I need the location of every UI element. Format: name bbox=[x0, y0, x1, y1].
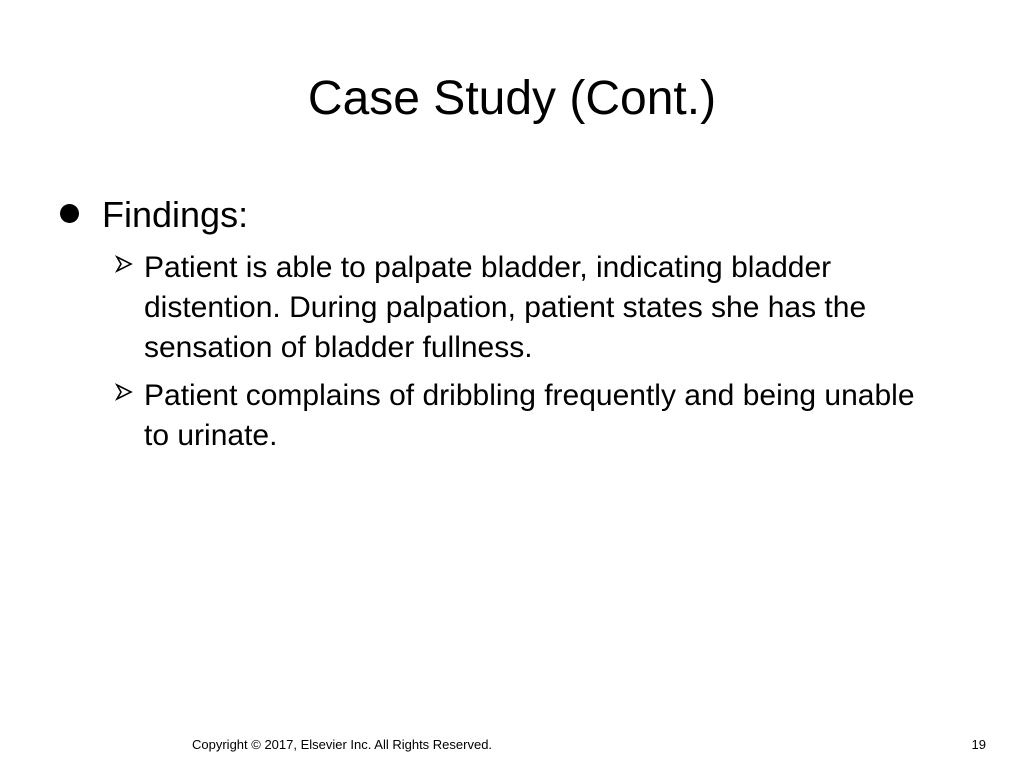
sub-bullet-text: Patient is able to palpate bladder, indicating bladder distention. During palpation, patient states she has the sensation of bladder fullness. bbox=[144, 251, 867, 364]
sub-bullet-item bbox=[114, 248, 944, 368]
slide-title: Case Study (Cont.) bbox=[307, 72, 717, 125]
arrow-bullet-icon bbox=[114, 248, 144, 274]
copyright-text: Copyright © 2017, Elsevier Inc. All Rights Reserved. bbox=[192, 737, 493, 752]
bullet-dot-icon bbox=[60, 204, 79, 223]
bullet-findings bbox=[60, 193, 960, 237]
arrow-bullet-icon bbox=[114, 376, 144, 402]
bullet-label: Findings: bbox=[102, 194, 249, 235]
page-number: 19 bbox=[971, 737, 986, 752]
sub-bullet-item bbox=[114, 376, 944, 456]
sub-bullet-text: Patient complains of dribbling frequently and being unable to urinate. bbox=[144, 379, 915, 452]
sub-bullet-list bbox=[114, 248, 944, 464]
